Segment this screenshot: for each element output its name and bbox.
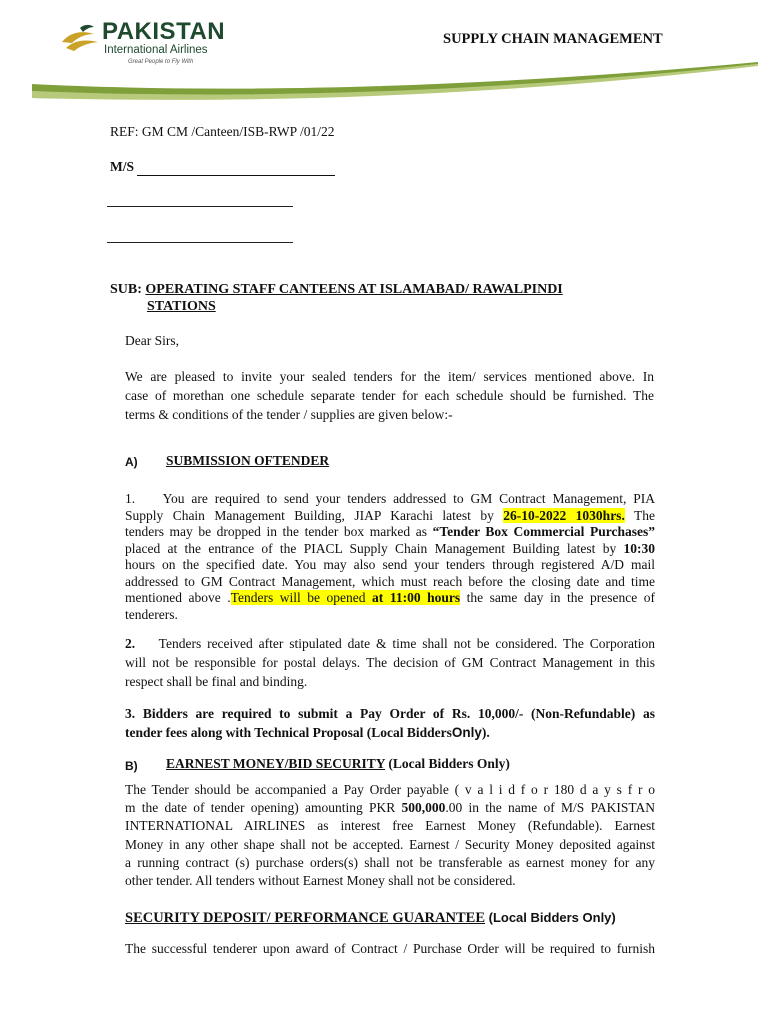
p3-line [125, 723, 655, 742]
earnest-line: The Tender should be accompanied a Pay Order payable ( v a l i d f o r 180 d a y s f r o [125, 782, 655, 797]
p2-line: respect shall be final and binding. [125, 674, 308, 689]
section-a-title: SUBMISSION OFTENDER [166, 453, 330, 468]
p1-line: tenderers. [125, 606, 178, 622]
header-swoosh [30, 58, 760, 103]
opening-highlight: Tenders will be opened [230, 590, 373, 605]
p1-text: Supply Chain Management Building, JIAP Karachi latest by [125, 507, 504, 523]
p1-line [125, 541, 655, 558]
earnest-line: a running contract (s) purchase orders(s) shall not be transferable as earnest money for any [125, 854, 655, 870]
drop-time: 10:30 [623, 540, 655, 556]
p1-text: You are required to send your tenders addressed to GM Contract Management, PIA [162, 491, 655, 506]
p1-line [125, 590, 655, 607]
earnest-line: Money in any other shape shall not be accepted. Earnest / Security Money deposited against [125, 836, 655, 852]
section-b-title [166, 756, 510, 773]
p1-text: mentioned above . [125, 590, 231, 605]
security-paragraph [125, 941, 655, 958]
opening-time-highlight: at 11:00 hours [372, 590, 461, 605]
earnest-text: m the date of tender opening) amounting PKR [125, 800, 402, 816]
p1-line [125, 524, 655, 541]
p3-text: tender fees along with Technical Proposal (Local Bidders [125, 725, 452, 740]
earnest-money-paragraph [125, 781, 655, 890]
p1-line: addressed to GM Contract Management, which must reach before the closing date and time [125, 573, 655, 589]
address-line-2 [107, 242, 293, 243]
intro-line: We are pleased to invite your sealed tenders for the item/ services mentioned above. In [125, 369, 654, 384]
reference-number: REF: GM CM /Canteen/ISB-RWP /01/22 [110, 124, 335, 139]
p1-text: the same day in the presence of [460, 590, 656, 605]
p2-text: Tenders received after stipulated date & time shall not be considered. The Corporation [158, 636, 655, 651]
logo-name: PAKISTAN [102, 18, 226, 45]
intro-line: terms & conditions of the tender / supplies are given below:- [125, 407, 453, 422]
p1-number: 1. [125, 491, 136, 506]
paragraph-1 [125, 491, 655, 623]
security-title: SECURITY DEPOSIT/ PERFORMANCE GUARANTEE [125, 910, 485, 926]
ms-addressee [110, 159, 335, 176]
earnest-text: in the name of M/S PAKISTAN [462, 800, 656, 816]
intro-paragraph [125, 367, 654, 424]
p3-only: Only [451, 725, 482, 740]
earnest-line: INTERNATIONAL AIRLINES as interest free Earnest Money (Refundable). Earnest [125, 818, 655, 834]
p3-line: 3. Bidders are required to submit a Pay Order of Rs. 10,000/- (Non-Refundable) as [125, 706, 655, 721]
salutation: Dear Sirs, [125, 333, 179, 348]
p2-line [125, 634, 655, 653]
section-b-suffix: (Local Bidders Only) [385, 756, 510, 771]
address-line-1 [107, 206, 293, 207]
earnest-amount-decimal: .00 [445, 800, 463, 816]
logo-tagline: Great People to Fly With [128, 59, 194, 65]
deadline-highlight: 26-10-2022 1030hrs. [503, 507, 625, 523]
earnest-line [125, 799, 655, 817]
logo-subtitle: International Airlines [104, 44, 208, 56]
ms-blank-line [137, 175, 335, 176]
p1-text: The [624, 507, 656, 523]
subject-line-1 [110, 282, 563, 299]
p1-text: tenders may be dropped in the tender box marked as [125, 524, 433, 539]
section-a-letter: A) [125, 455, 138, 469]
p2-line: will not be responsible for postal delays. The decision of GM Contract Management in this [125, 655, 655, 670]
p1-line [125, 508, 655, 525]
section-b-title-text: EARNEST MONEY/BID SECURITY [166, 756, 386, 771]
ms-label: M/S [110, 159, 135, 174]
p1-text: placed at the entrance of the PIACL Supply Chain Management Building latest by [125, 540, 624, 556]
earnest-amount: 500,000 [401, 800, 446, 816]
p1-line: hours on the specified date. You may also send your tenders through registered A/D mail [125, 557, 655, 572]
p2-number: 2. [125, 636, 136, 651]
p1-line [125, 491, 655, 508]
intro-line: case of morethan one schedule separate tender for each schedule should be furnished. The [125, 388, 654, 403]
security-deposit-heading [125, 910, 616, 927]
section-b-letter: B) [125, 759, 138, 773]
bird-icon [60, 22, 102, 54]
earnest-line: other tender. All tenders without Earnest Money shall not be considered. [125, 873, 516, 889]
subject-line-2: STATIONS [147, 299, 216, 314]
subject-label: SUB: [110, 282, 142, 297]
paragraph-2 [125, 634, 655, 691]
p3-text: ). [481, 725, 490, 740]
paragraph-3 [125, 704, 655, 742]
security-line: The successful tenderer upon award of Contract / Purchase Order will be required to furnish [125, 941, 655, 956]
subject-text: OPERATING STAFF CANTEENS AT ISLAMABAD/ RAWALPINDI [145, 282, 563, 297]
department-title: SUPPLY CHAIN MANAGEMENT [443, 31, 663, 47]
security-suffix: (Local Bidders Only) [485, 910, 616, 925]
tender-box-name: “Tender Box Commercial Purchases” [432, 524, 656, 539]
